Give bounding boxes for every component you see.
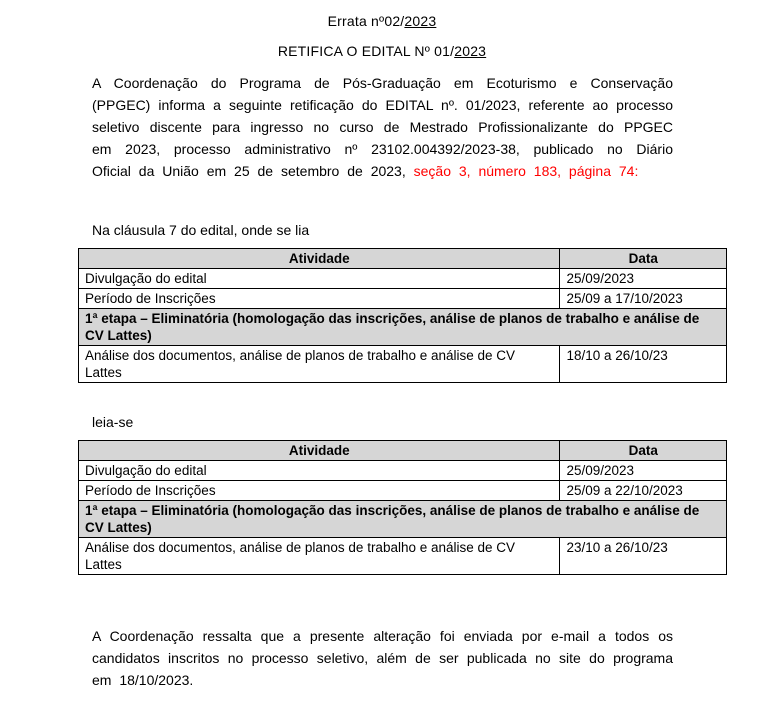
- col-header-atividade: Atividade: [79, 441, 560, 461]
- date-cell: 25/09 a 22/10/2023: [560, 481, 727, 501]
- intro-paragraph: [92, 72, 673, 182]
- document-body: [78, 72, 727, 701]
- intro-highlight-red: seção 3, número 183, página 74:: [413, 163, 639, 179]
- table-row: [79, 346, 727, 383]
- where-read-label: Na cláusula 7 do edital, onde se lia: [92, 222, 310, 238]
- stage-cell: 1ª etapa – Eliminatória (homologação das inscrições, análise de planos de trabalho e análise de CV Lattes): [79, 501, 727, 538]
- table-row: [79, 269, 727, 289]
- activity-cell: Período de Inscrições: [79, 481, 560, 501]
- activity-cell: Análise dos documentos, análise de planos de trabalho e análise de CV Lattes: [79, 538, 560, 575]
- table-row: [79, 289, 727, 309]
- stage-row: [79, 501, 727, 538]
- document-title: [0, 13, 764, 29]
- col-header-data: Data: [560, 441, 727, 461]
- closing-paragraph: A Coordenação ressalta que a presente alteração foi enviada por e-mail a todos os candidatos inscritos no processo seletivo, além de ser publicada no site do programa em 18/10/2023.: [92, 628, 673, 688]
- activity-cell: Análise dos documentos, análise de planos de trabalho e análise de CV Lattes: [79, 346, 560, 383]
- document-title-year: 2023: [404, 13, 437, 29]
- date-cell: 23/10 a 26/10/23: [560, 538, 727, 575]
- date-cell: 25/09/2023: [560, 461, 727, 481]
- table-row: [79, 481, 727, 501]
- col-header-atividade: Atividade: [79, 249, 560, 269]
- table-header-row: [79, 249, 727, 269]
- schedule-table-revised: [78, 440, 727, 575]
- date-cell: 18/10 a 26/10/23: [560, 346, 727, 383]
- document-title-text: Errata nº02/: [327, 13, 405, 29]
- document-subtitle-text: RETIFICA O EDITAL Nº 01/: [277, 43, 455, 59]
- intro-text: A Coordenação do Programa de Pós-Graduação em Ecoturismo e Conservação (PPGEC) informa a seguinte retificação do EDITAL nº. 01/2023, referente ao processo seletivo discente para ingresso no curso de Mestrado Profissionalizante do PPGEC em 2023, processo administrativo nº 23102.004392/2023-38, publicado no Diário Oficial da União em 25 de setembro de 2023,: [92, 75, 673, 179]
- document-subtitle-year: 2023: [454, 43, 487, 59]
- date-cell: 25/09 a 17/10/2023: [560, 289, 727, 309]
- date-cell: 25/09/2023: [560, 269, 727, 289]
- table-row: [79, 461, 727, 481]
- read-as-label: leia-se: [92, 414, 134, 430]
- schedule-table-original: [78, 248, 727, 383]
- activity-cell: Divulgação do edital: [79, 269, 560, 289]
- stage-row: [79, 309, 727, 346]
- table-header-row: [79, 441, 727, 461]
- table-row: [79, 538, 727, 575]
- activity-cell: Período de Inscrições: [79, 289, 560, 309]
- col-header-data: Data: [560, 249, 727, 269]
- document-subtitle: [0, 43, 764, 59]
- activity-cell: Divulgação do edital: [79, 461, 560, 481]
- stage-cell: 1ª etapa – Eliminatória (homologação das inscrições, análise de planos de trabalho e análise de CV Lattes): [79, 309, 727, 346]
- document-header: [0, 0, 764, 59]
